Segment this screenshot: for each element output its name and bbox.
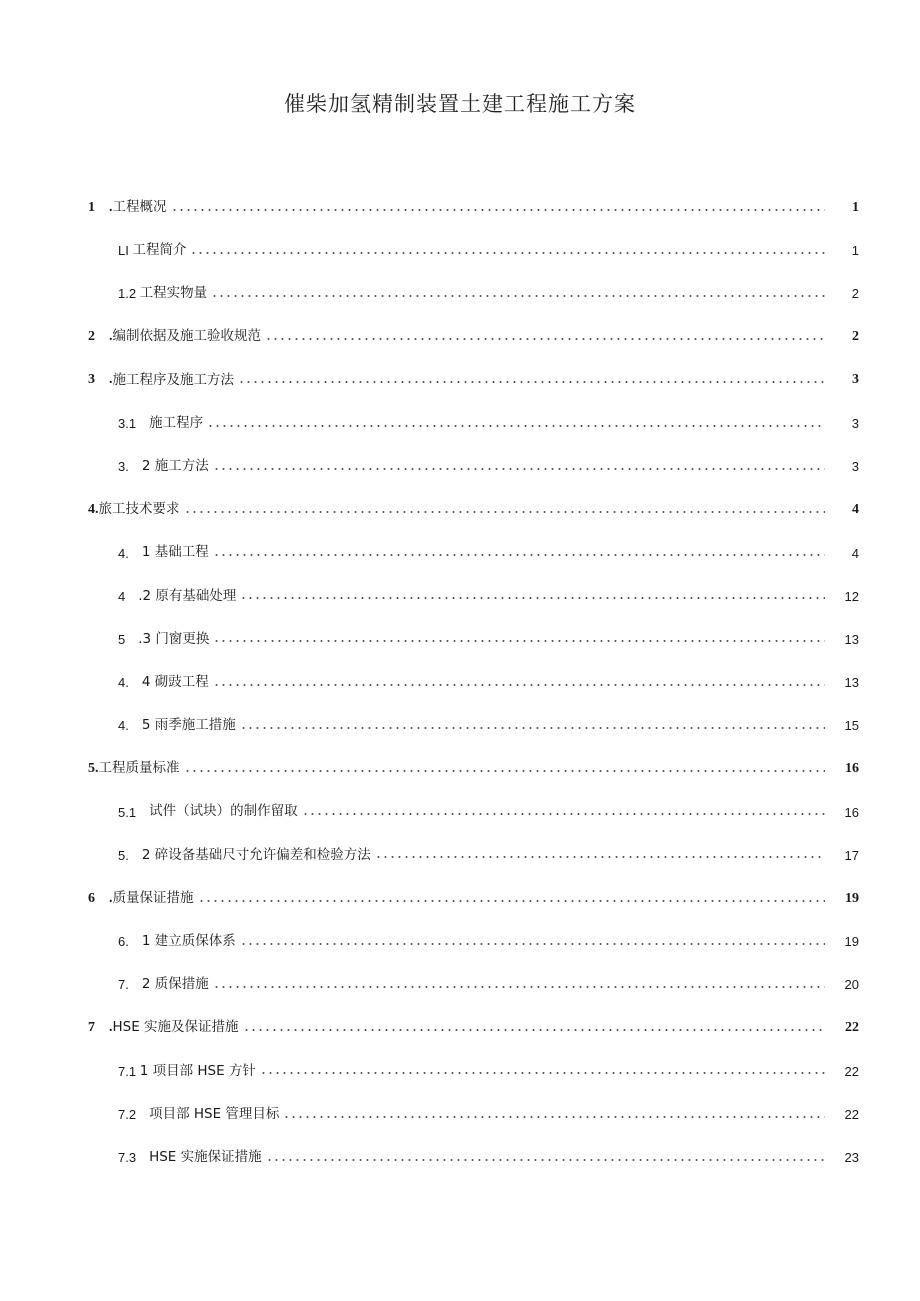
toc-entry-page: 19 <box>845 890 859 906</box>
toc-entry-label: 2 施工方法 <box>141 457 209 474</box>
toc-entry-label: 项目部 HSE 管理目标 <box>149 1105 280 1122</box>
toc-entry[interactable] <box>0 791 920 834</box>
toc-entry[interactable] <box>0 445 920 488</box>
toc-entry-label: HSE 实施保证措施 <box>149 1148 262 1165</box>
toc-entry[interactable] <box>0 963 920 1006</box>
toc-entry-page: 22 <box>844 1107 859 1123</box>
toc-entry[interactable] <box>0 704 920 747</box>
toc-dot-leader <box>213 680 825 690</box>
toc-entry-label: 4 砌豉工程 <box>141 673 209 690</box>
toc-entry[interactable] <box>0 272 920 315</box>
toc-entry-number: 4 <box>118 588 139 604</box>
toc-entry-page: 3 <box>851 416 859 432</box>
toc-dot-leader <box>266 1155 825 1165</box>
toc-entry-page: 20 <box>844 977 859 993</box>
toc-dot-leader <box>375 852 825 862</box>
toc-dot-leader <box>260 1068 825 1078</box>
toc-entry[interactable] <box>0 1007 920 1050</box>
toc-dot-leader <box>240 939 825 949</box>
toc-entry-number: 7.3 <box>118 1150 150 1166</box>
toc-entry-label: 工程实物量 <box>139 285 208 302</box>
toc-entry-number: 1 . <box>88 199 113 215</box>
toc-entry-number: 4. <box>118 718 142 734</box>
toc-entry[interactable] <box>0 877 920 920</box>
toc-entry-label: 1 项目部 HSE 方针 <box>139 1062 256 1079</box>
toc-entry[interactable] <box>0 488 920 531</box>
toc-entry-number: 3.1 <box>118 416 150 432</box>
toc-dot-leader <box>240 723 825 733</box>
toc-entry-number: 3. <box>118 459 142 475</box>
toc-dot-leader <box>171 205 826 215</box>
toc-entry-label: .3 门窗更换 <box>138 630 210 647</box>
toc-entry-label: 施工程序 <box>149 414 204 431</box>
toc-entry[interactable] <box>0 532 920 575</box>
toc-entry-page: 16 <box>844 804 859 820</box>
toc-entry-number: 5. <box>88 761 99 777</box>
toc-entry[interactable] <box>0 402 920 445</box>
toc-dot-leader <box>213 550 825 560</box>
toc-entry-number: 6. <box>118 934 142 950</box>
toc-dot-leader <box>198 896 826 906</box>
toc-entry-label: 工程概况 <box>112 198 167 215</box>
toc-entry-page: 15 <box>844 718 859 734</box>
table-of-contents <box>0 186 920 1179</box>
toc-entry[interactable] <box>0 618 920 661</box>
toc-entry-page: 13 <box>844 675 859 691</box>
toc-entry-page: 1 <box>851 243 859 259</box>
toc-entry[interactable] <box>0 575 920 618</box>
toc-entry-label: 编制依据及施工验收规范 <box>112 328 261 345</box>
toc-entry-page: 4 <box>851 545 859 561</box>
toc-entry-page: 19 <box>844 934 859 950</box>
toc-entry-label: HSE 实施及保证措施 <box>112 1019 239 1036</box>
toc-entry-label: 1 基础工程 <box>141 544 209 561</box>
toc-dot-leader <box>265 334 825 344</box>
toc-entry-number: 5 <box>118 631 139 647</box>
toc-entry[interactable] <box>0 1093 920 1136</box>
toc-entry-label: 旅工技术要求 <box>98 501 180 518</box>
toc-entry[interactable] <box>0 186 920 229</box>
toc-entry-page: 2 <box>852 329 859 345</box>
toc-dot-leader <box>207 421 825 431</box>
toc-entry-label: 施工程序及施工方法 <box>112 371 234 388</box>
toc-entry-page: 23 <box>844 1150 859 1166</box>
toc-entry[interactable] <box>0 661 920 704</box>
toc-entry-number: 7 . <box>88 1020 113 1036</box>
toc-entry-page: 3 <box>851 459 859 475</box>
toc-entry-number: 7.1 <box>118 1063 140 1079</box>
toc-entry[interactable] <box>0 920 920 963</box>
toc-entry[interactable] <box>0 229 920 272</box>
toc-entry-label: .2 原有基础处理 <box>138 587 237 604</box>
toc-dot-leader <box>211 291 825 301</box>
toc-entry-page: 13 <box>844 631 859 647</box>
toc-entry-page: 4 <box>852 501 859 517</box>
toc-entry-number: 5. <box>118 847 142 863</box>
toc-entry[interactable] <box>0 316 920 359</box>
toc-entry-number: 7. <box>118 977 142 993</box>
toc-entry-label: 工程质量标准 <box>98 760 180 777</box>
toc-dot-leader <box>238 377 825 387</box>
toc-entry-label: 工程简介 <box>132 242 187 259</box>
toc-entry-number: 3 . <box>88 372 113 388</box>
toc-entry-label: 5 雨季施工措施 <box>141 717 236 734</box>
toc-entry[interactable] <box>0 1050 920 1093</box>
toc-dot-leader <box>184 507 826 517</box>
toc-entry[interactable] <box>0 747 920 790</box>
toc-entry[interactable] <box>0 1136 920 1179</box>
toc-dot-leader <box>213 464 825 474</box>
toc-entry-page: 16 <box>845 761 859 777</box>
toc-entry-label: 2 碎设备基础尺寸允许偏差和检验方法 <box>141 846 371 863</box>
toc-entry-page: 12 <box>844 588 859 604</box>
toc-entry[interactable] <box>0 834 920 877</box>
toc-entry-number: 4. <box>118 675 142 691</box>
toc-dot-leader <box>184 766 826 776</box>
toc-entry-page: 17 <box>844 847 859 863</box>
toc-entry-label: 质量保证措施 <box>112 889 194 906</box>
toc-entry-page: 1 <box>852 199 859 215</box>
toc-dot-leader <box>302 809 825 819</box>
toc-entry-number: LI <box>118 243 133 259</box>
toc-dot-leader <box>243 1025 825 1035</box>
toc-entry-page: 22 <box>844 1063 859 1079</box>
toc-entry-number: 4. <box>118 545 142 561</box>
toc-entry-number: 1.2 <box>118 286 140 302</box>
toc-entry-number: 7.2 <box>118 1107 150 1123</box>
toc-entry-page: 2 <box>851 286 859 302</box>
toc-entry-number: 2 . <box>88 329 113 345</box>
toc-entry-label: 试件（试块）的制作留取 <box>149 803 298 820</box>
toc-dot-leader <box>190 248 825 258</box>
toc-dot-leader <box>283 1112 825 1122</box>
toc-entry-number: 6 . <box>88 890 113 906</box>
toc-dot-leader <box>213 982 825 992</box>
toc-entry-page: 3 <box>852 372 859 388</box>
toc-entry-label: 2 质保措施 <box>141 976 209 993</box>
toc-entry[interactable] <box>0 359 920 402</box>
toc-dot-leader <box>213 636 825 646</box>
toc-entry-number: 4. <box>88 501 99 517</box>
toc-entry-page: 22 <box>845 1020 859 1036</box>
toc-dot-leader <box>240 593 825 603</box>
toc-entry-number: 5.1 <box>118 804 150 820</box>
toc-entry-label: 1 建立质保体系 <box>141 933 236 950</box>
document-title: 催柴加氢精制装置土建工程施工方案 <box>284 92 636 116</box>
